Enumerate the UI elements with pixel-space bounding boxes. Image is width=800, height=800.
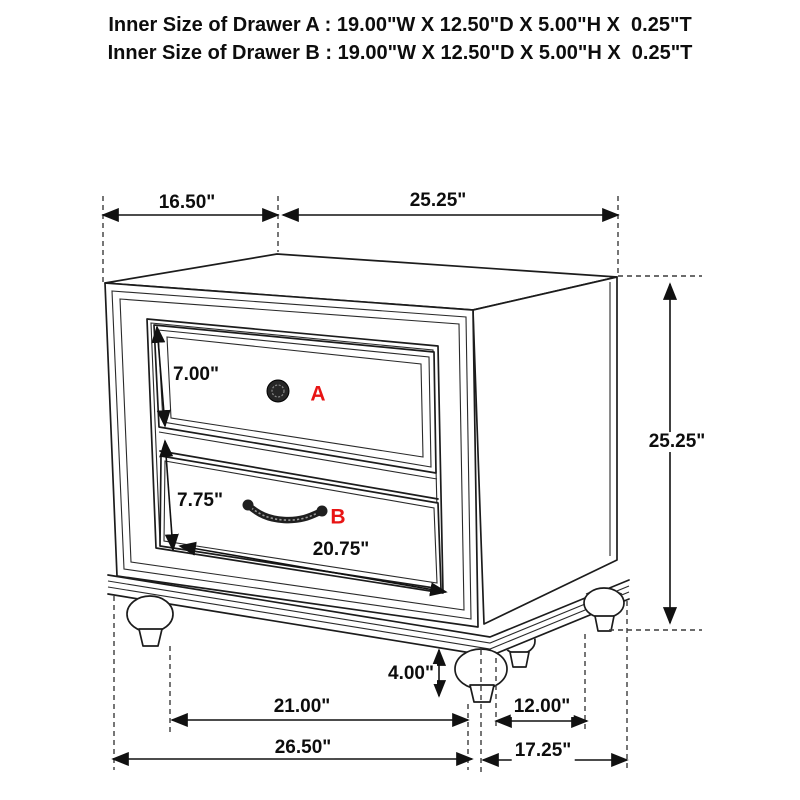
header-drawer-b-size: Inner Size of Drawer B : 19.00"W X 12.50"D X 5.00"H X 0.25"T	[107, 42, 693, 64]
drawer-b-marker: B	[330, 505, 346, 529]
dim-label-top-width: 25.25"	[407, 191, 470, 211]
foot-front	[455, 649, 507, 702]
drawer-a-knob-icon	[267, 380, 289, 402]
dim-label-overall-width: 26.50"	[272, 738, 335, 758]
dim-label-front-feet-span: 21.00"	[271, 697, 334, 717]
dim-label-side-feet-span: 12.00"	[511, 697, 574, 717]
dim-label-drawer-width: 20.75"	[310, 540, 373, 560]
foot-right	[584, 588, 624, 631]
dim-label-top-depth: 16.50"	[156, 193, 219, 213]
cabinet-right-face	[473, 277, 617, 624]
dim-label-foot-height: 4.00"	[385, 664, 437, 684]
dim-label-overall-depth: 17.25"	[512, 741, 575, 761]
foot-left	[127, 596, 173, 646]
dim-label-drawer-a-height: 7.00"	[170, 365, 222, 385]
dim-label-drawer-b-height: 7.75"	[174, 491, 226, 511]
dim-label-overall-height: 25.25"	[646, 432, 709, 452]
header-drawer-a-size: Inner Size of Drawer A : 19.00"W X 12.50"D X 5.00"H X 0.25"T	[108, 14, 692, 36]
drawer-a-marker: A	[310, 382, 326, 406]
